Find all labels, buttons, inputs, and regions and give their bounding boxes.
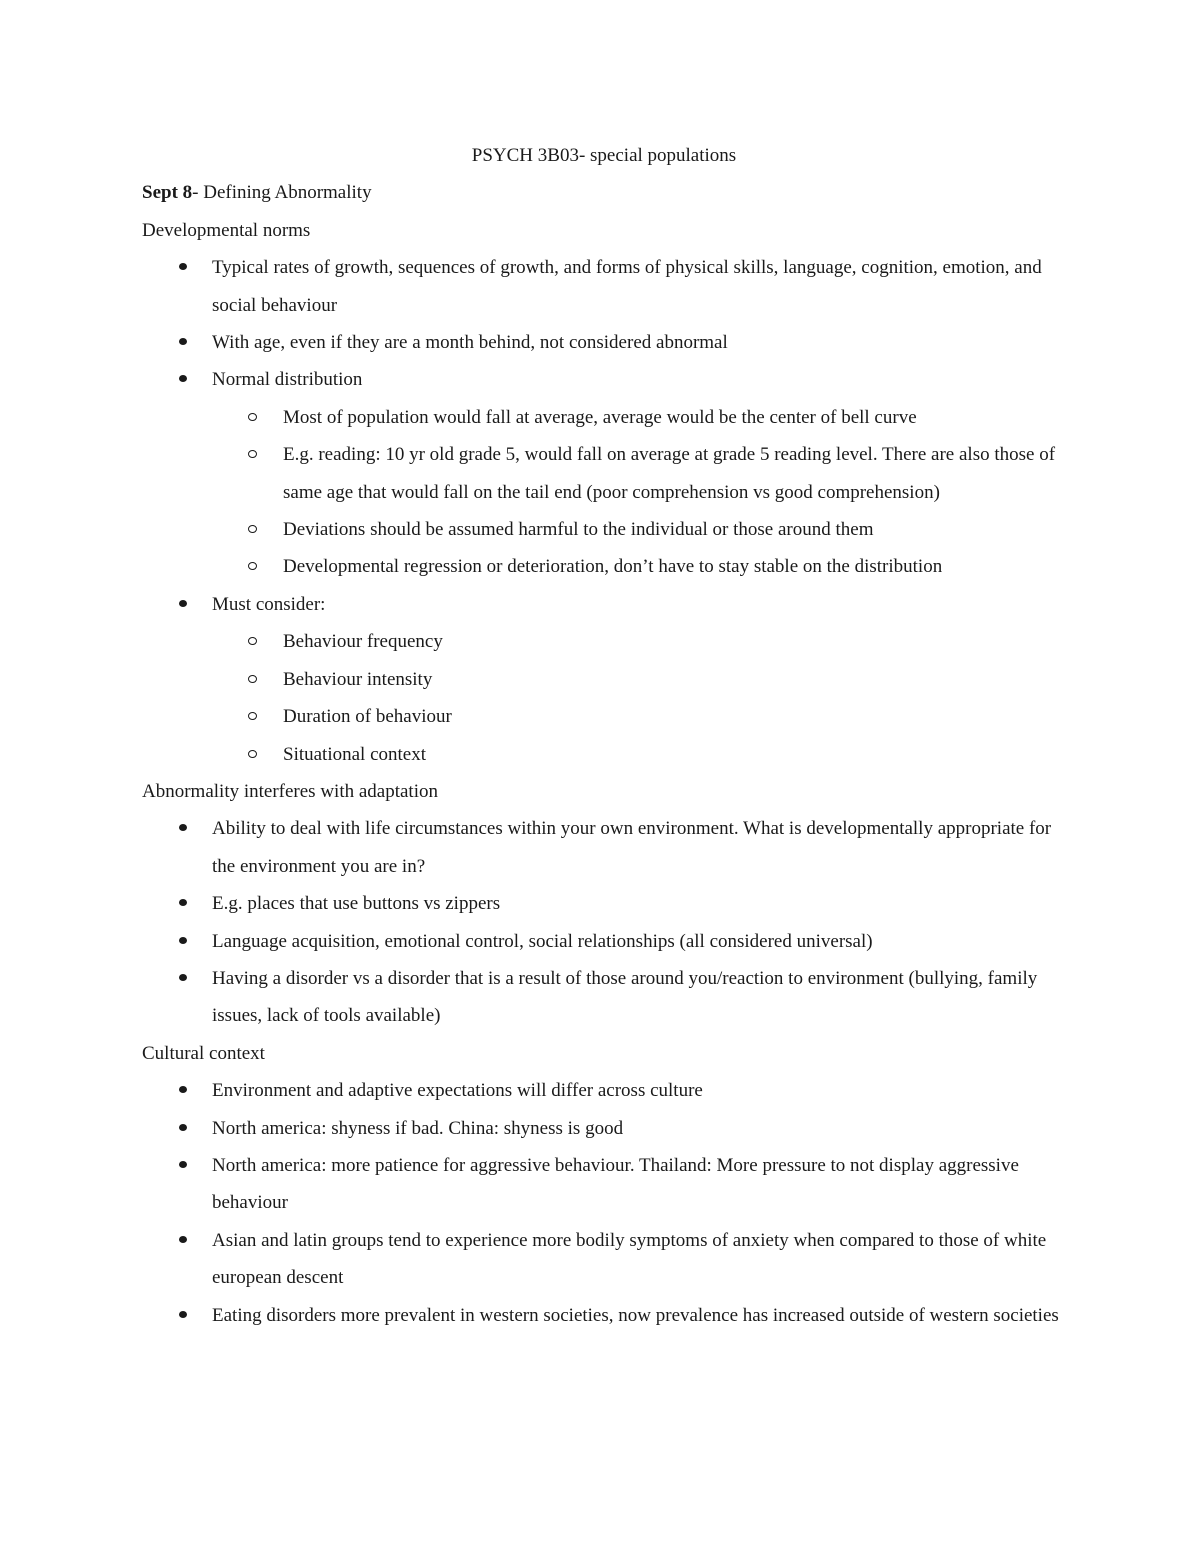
sub-list-item-text: Most of population would fall at average, average would be the center of bell curve: [283, 406, 917, 428]
bullet-disc-icon: [179, 899, 187, 906]
sub-list-item-text: Behaviour frequency: [283, 631, 443, 653]
sub-list-item: [283, 436, 1062, 511]
list-item: [212, 361, 1062, 585]
list-item-text: Typical rates of growth, sequences of growth, and forms of physical skills, language, cognition, emotion, and social behaviour: [212, 257, 1042, 316]
list-item: [212, 586, 1062, 773]
list-item-text: Ability to deal with life circumstances within your own environment. What is developmentally appropriate for the environment you are in?: [212, 818, 1052, 877]
bullet-disc-icon: [179, 338, 187, 345]
bullet-disc-icon: [179, 937, 187, 944]
page-title: PSYCH 3B03- special populations: [471, 145, 737, 166]
sub-list-item-text: Duration of behaviour: [283, 706, 452, 728]
sub-bullet-list: [212, 399, 1062, 586]
list-item: [212, 249, 1062, 324]
sub-list-item: [283, 736, 1062, 773]
bullet-circle-icon: [248, 562, 257, 570]
bullet-disc-icon: [179, 824, 187, 831]
section-heading: Developmental norms: [142, 219, 311, 241]
bullet-disc-icon: [179, 1311, 187, 1318]
bullet-disc-icon: [179, 974, 187, 981]
bullet-disc-icon: [179, 600, 187, 607]
bullet-disc-icon: [179, 375, 187, 382]
section-heading: Abnormality interferes with adaptation: [142, 780, 438, 802]
sub-bullet-list: [212, 623, 1062, 773]
sub-list-item: [283, 661, 1062, 698]
bullet-circle-icon: [248, 750, 257, 758]
bullet-circle-icon: [248, 450, 257, 458]
list-item-text: North america: more patience for aggressive behaviour. Thailand: More pressure to not display aggressive behaviour: [212, 1154, 1019, 1214]
list-item: [212, 1110, 1062, 1147]
list-item-text: Eating disorders more prevalent in western societies, now prevalence has increased outside of western societies: [212, 1304, 1059, 1326]
sub-list-item-text: Situational context: [283, 743, 427, 765]
list-item: [212, 324, 1062, 361]
section-heading: Cultural context: [142, 1042, 265, 1064]
list-item: [212, 1297, 1062, 1334]
document-body: [142, 137, 1062, 1334]
sub-list-item-text: Deviations should be assumed harmful to the individual or those around them: [283, 519, 874, 541]
sub-list-item-text: Behaviour intensity: [283, 668, 433, 690]
sub-list-item: [283, 511, 1062, 548]
list-item: [212, 1072, 1062, 1109]
sub-list-item: [283, 698, 1062, 735]
bullet-disc-icon: [179, 1124, 187, 1131]
sub-list-item-text: E.g. reading: 10 yr old grade 5, would fall on average at grade 5 reading level. There are also those of same age that would fall on the tail end (poor comprehension vs good comprehension): [283, 444, 1056, 503]
list-item: [212, 923, 1062, 960]
date-heading: [142, 174, 1062, 211]
bullet-disc-icon: [179, 1086, 187, 1093]
list-item-text: Must consider:: [212, 593, 326, 615]
bullet-circle-icon: [248, 675, 257, 683]
list-item-text: Having a disorder vs a disorder that is a result of those around you/reaction to environment (bullying, family issues, lack of tools available): [212, 967, 1038, 1027]
bullet-circle-icon: [248, 525, 257, 533]
bullet-circle-icon: [248, 637, 257, 645]
list-item-text: Environment and adaptive expectations will differ across culture: [212, 1080, 703, 1102]
bullet-disc-icon: [179, 263, 187, 270]
sub-list-item-text: Developmental regression or deterioration, don’t have to stay stable on the distribution: [283, 556, 943, 578]
list-item: [212, 960, 1062, 1035]
sub-list-item: [283, 399, 1062, 436]
bullet-circle-icon: [248, 712, 257, 720]
list-item-text: North america: shyness if bad. China: shyness is good: [212, 1117, 624, 1139]
date-label: Sept 8: [142, 182, 193, 204]
list-item-text: With age, even if they are a month behind, not considered abnormal: [212, 332, 728, 354]
list-item: [212, 885, 1062, 922]
list-item: [212, 1147, 1062, 1222]
list-item-text: Language acquisition, emotional control, social relationships (all considered universal): [212, 930, 873, 952]
list-item: [212, 1222, 1062, 1297]
list-item: [212, 810, 1062, 885]
sub-list-item: [283, 623, 1062, 660]
bullet-disc-icon: [179, 1236, 187, 1243]
bullet-list: [142, 1072, 1062, 1334]
bullet-circle-icon: [248, 413, 257, 421]
notes-sections: [142, 212, 1062, 1334]
sub-list-item: [283, 548, 1062, 585]
topic-label: - Defining Abnormality: [192, 182, 372, 204]
list-item-text: Asian and latin groups tend to experience more bodily symptoms of anxiety when compared to those of white european descent: [212, 1229, 1047, 1289]
list-item-text: Normal distribution: [212, 369, 363, 391]
bullet-list: [142, 249, 1062, 773]
list-item-text: E.g. places that use buttons vs zippers: [212, 893, 501, 915]
bullet-disc-icon: [179, 1161, 187, 1168]
bullet-list: [142, 810, 1062, 1034]
